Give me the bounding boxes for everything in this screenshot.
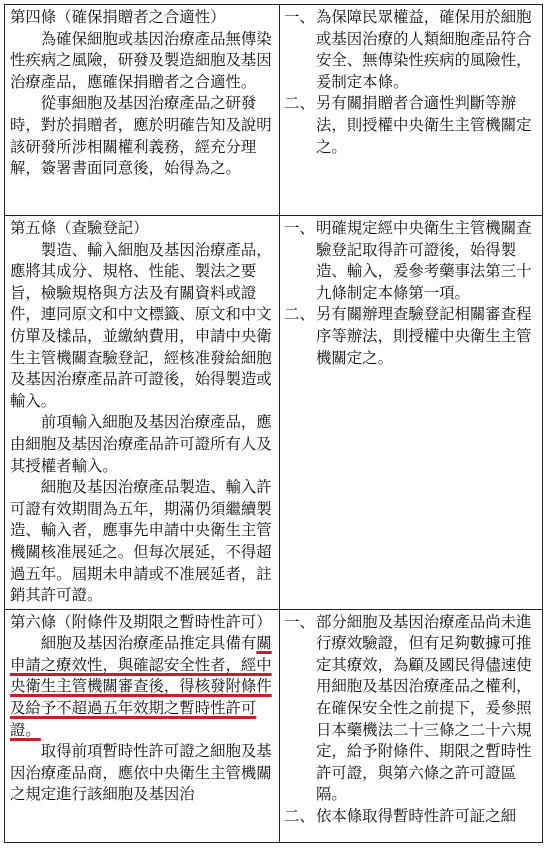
article-row bbox=[5, 609, 543, 842]
item-number: 二、 bbox=[284, 807, 315, 826]
item-text: 明確規定經中央衛生主管機關查驗登記取得許可證後，始得製造、輸入，爰參考藥事法第三十九條制定本條第一項。 bbox=[316, 219, 532, 302]
article-text-cell bbox=[5, 5, 280, 216]
paragraph-text: 製造、輸入細胞及基因治療產品，應將其成分、規格、性能、製法之要旨，檢驗規格與方法及有關資料或證件，連同原文和中文標籤、原文和中文仿單及樣品，並繳納費用，申請中央衛生主管機關查驗登記，經核准發給細胞及基因治療產品許可證後，始得製造或輸入。 bbox=[10, 240, 272, 410]
item-number: 一、 bbox=[284, 8, 315, 26]
article-row bbox=[5, 5, 543, 216]
paragraph-text: 從事細胞及基因治療產品之研發時，對於捐贈者，應於明確告知及說明該研發所涉相關權利義務，經充分理解，簽署書面同意後，始得為之。 bbox=[10, 94, 272, 178]
item-number: 二、 bbox=[284, 305, 315, 324]
explanation-item bbox=[284, 218, 537, 304]
article-paragraph bbox=[10, 29, 274, 94]
article-row bbox=[5, 216, 543, 610]
article-text-cell bbox=[5, 609, 280, 842]
paragraph-text: 細胞及基因治療產品製造、輸入許可證有效期間為五年，期滿仍須繼續製造、輸入者，應事先申請中央衛生主管機關核准展延之。但每次展延，不得超過五年。屆期未申請或不准展延者，註銷其許可證。 bbox=[10, 478, 272, 605]
article-heading: 第四條（確保捐贈者之合適性） bbox=[10, 8, 226, 26]
explanation-cell bbox=[280, 609, 543, 842]
item-number: 一、 bbox=[284, 612, 315, 631]
article-text-cell bbox=[5, 216, 280, 610]
item-number: 二、 bbox=[284, 94, 315, 113]
item-text: 為保障民眾權益，確保用於細胞或基因治療的人類細胞產品符合安全、無傳染性疾病的風險性，爰制定本條。 bbox=[316, 8, 532, 91]
explanation-item bbox=[284, 304, 537, 369]
article-paragraph bbox=[10, 240, 274, 413]
paragraph-text: 取得前項暫時性許可證之細胞及基因治療產品商，應依中央衛生主管機關之規定進行該細胞及基因治 bbox=[10, 742, 272, 804]
paragraph-text: 前項輸入細胞及基因治療產品，應由細胞及基因治療產品許可證所有人及其授權者輸入。 bbox=[10, 413, 272, 475]
item-text: 部分細胞及基因治療產品尚未進行療效驗證，但有足夠數據可推定其療效，為顧及國民得儘速使用細胞及基因治療產品之權利，在確保安全性之前提下，爰參照日本藥機法二十三條之二十六規定，給予附條件、期限之暫時性許可證，與第六條之許可證區隔。 bbox=[316, 612, 532, 804]
article-heading: 第六條（附條件及期限之暫時性許可） bbox=[10, 612, 272, 631]
explanation-item bbox=[284, 93, 537, 158]
explanation-item bbox=[284, 612, 537, 806]
article-paragraph bbox=[10, 741, 274, 806]
article-table bbox=[4, 4, 543, 843]
item-text: 依本條取得暫時性許可証之細 bbox=[316, 807, 517, 826]
article-heading: 第五條（查驗登記） bbox=[10, 219, 149, 237]
article-paragraph bbox=[10, 412, 274, 477]
article-paragraph bbox=[10, 633, 274, 741]
article-paragraph bbox=[10, 93, 274, 179]
article-paragraph bbox=[10, 477, 274, 607]
explanation-item bbox=[284, 806, 537, 828]
paragraph-text: 為確保細胞或基因治療產品無傳染性疾病之風險，研發及製造細胞及基因治療產品，應確保捐贈者之合適性。 bbox=[10, 29, 272, 91]
legislation-comparison-document bbox=[4, 4, 542, 848]
paragraph-text: 細胞及基因治療產品推定具備有 bbox=[40, 634, 257, 653]
explanation-cell bbox=[280, 216, 543, 610]
item-text: 另有關辦理查驗登記相關審查程序等辦法，則授權中央衛生主管機關定之。 bbox=[316, 305, 532, 367]
underlined-highlight: 關申請之療效性，與確認安全性者，經中央衛生主管機關審查後，得核發附條件及給予不超過五年效期之暫時性許可證。 bbox=[10, 634, 272, 739]
item-number: 一、 bbox=[284, 219, 315, 237]
explanation-item bbox=[284, 7, 537, 93]
explanation-cell bbox=[280, 5, 543, 216]
item-text: 另有關捐贈者合適性判斷等辦法，則授權中央衛生主管機關定之。 bbox=[316, 94, 532, 156]
